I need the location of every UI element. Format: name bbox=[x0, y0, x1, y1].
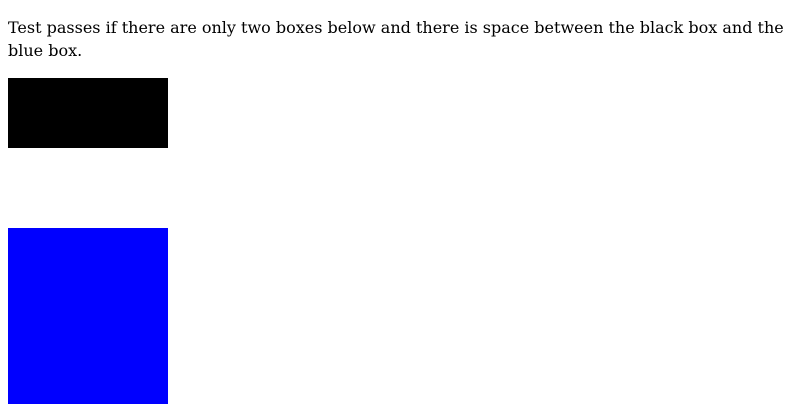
black-box bbox=[8, 78, 168, 148]
test-instructions: Test passes if there are only two boxes below and there is space between the black box and the blue box. bbox=[8, 18, 784, 60]
blue-box bbox=[8, 228, 168, 404]
